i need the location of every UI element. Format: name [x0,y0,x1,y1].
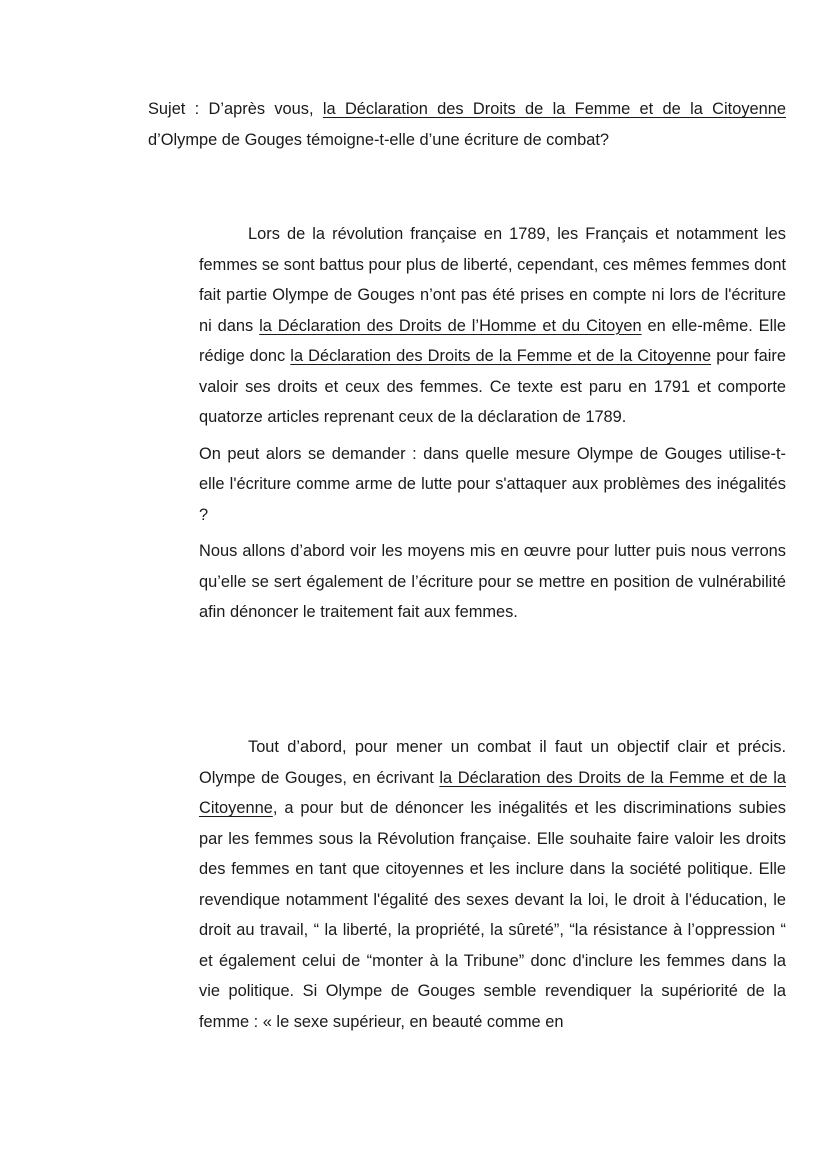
introduction [199,219,786,628]
intro-underlined-ddhc: la Déclaration des Droits de l’Homme et du Citoyen [259,316,642,335]
intro-text-1: Lors de la révolution française en 1789, les Français et notamment les femmes se sont battus pour plus de liberté, cependant, ces mêmes femmes dont fait partie Olympe de Gouges n’ont pas été prises en compte ni lors de l'écriture ni dans [199,225,786,335]
intro-underlined-ddfc: la Déclaration des Droits de la Femme et de la Citoyenne [290,347,712,365]
part1-text-1: Tout d’abord, pour mener un combat il faut un objectif clair et précis. Olympe de Gouges, en écrivant [199,738,786,787]
subject-suffix: d’Olympe de Gouges témoigne-t-elle d’une écriture de combat? [148,130,610,149]
intro-paragraph-plan: Nous allons d’abord voir les moyens mis en œuvre pour lutter puis nous verrons qu’elle se sert également de l’écriture pour se mettre en position de vulnérabilité afin dénoncer le traitement fait aux femmes. [199,542,786,621]
part1-paragraph [199,732,786,1037]
intro-text-2: en elle-même. Elle rédige donc [199,316,786,365]
subject-title-underlined: la Déclaration des Droits de la Femme et de la Citoyenne [322,100,786,118]
intro-paragraph-context [199,219,786,433]
intro-paragraph-problematic: On peut alors se demander : dans quelle mesure Olympe de Gouges utilise-t-elle l'écriture comme arme de lutte pour s'attaquer aux problèmes des inégalités ? [199,444,786,524]
development-part-1 [199,732,786,1037]
intro-text-3: pour faire valoir ses droits et ceux des femmes. Ce texte est paru en 1791 et comporte quatorze articles reprenant ceux de la déclaration de 1789. [199,347,786,426]
essay-subject [148,94,786,155]
part1-underlined-ddfc: la Déclaration des Droits de la Femme et de la Citoyenne [199,768,787,817]
subject-prefix: Sujet : D’après vous, [148,100,323,118]
part1-text-2: , a pour but de dénoncer les inégalités et les discriminations subies par les femmes sous la Révolution française. Elle souhaite faire valoir les droits des femmes en tant que citoyennes et les inclure dans la société politique. Elle revendique notamment l'égalité des sexes devant la loi, le droit à l'éducation, le droit au travail, “ la liberté, la propriété, la sûreté”, “la résistance à l’oppression “ et également celui de “monter à la Tribune” donc d'inclure les femmes dans la vie politique. Si Olympe de Gouges semble revendiquer la supériorité de la femme : « le sexe supérieur, en beauté comme en [199,799,786,1031]
